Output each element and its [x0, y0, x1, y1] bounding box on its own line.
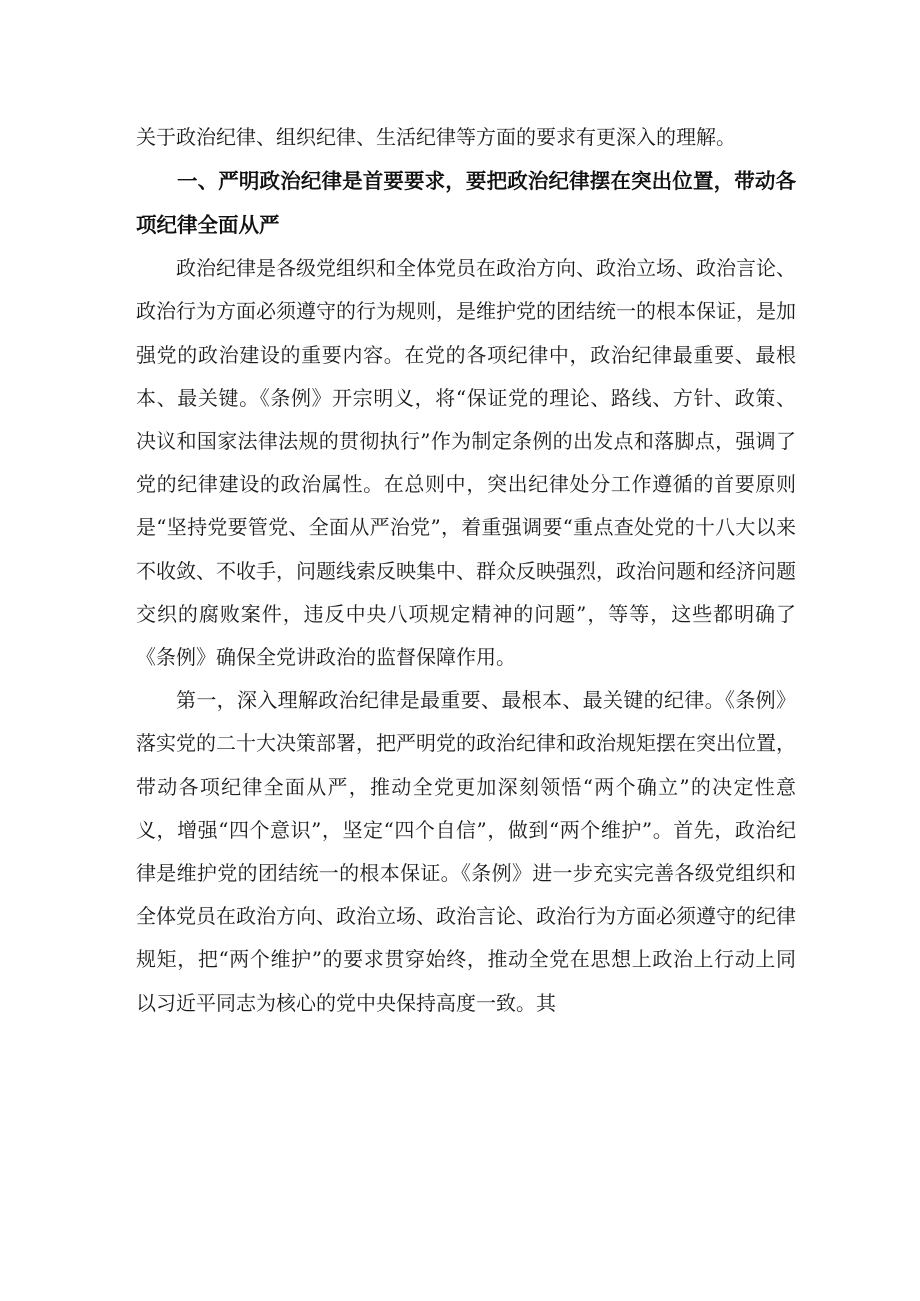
section-heading: 一、严明政治纪律是首要要求，要把政治纪律摆在突出位置，带动各项纪律全面从严 — [136, 169, 796, 238]
paragraph-intro-continuation: 关于政治纪律、组织纪律、生活纪律等方面的要求有更深入的理解。 — [136, 125, 736, 149]
paragraph-first-point: 第一，深入理解政治纪律是最重要、最根本、最关键的纪律。《条例》落实党的二十大决策部署，把严明党的政治纪律和政治规矩摆在突出位置，带动各项纪律全面从严，推动全党更加深刻领悟“两个确立”的决定性意义，增强“四个意识”，坚定“四个自信”，做到“两个维护”。首先，政治纪律是维护党的团结统一的根本保证。《条例》进一步充实完善各级党组织和全体党员在政治方向、政治立场、政治言论、政治行为方面必须遵守的纪律规矩，把“两个维护”的要求贯穿始终，推动全党在思想上政治上行动上同以习近平同志为核心的党中央保持高度一致。其 — [136, 688, 796, 1015]
document-page — [136, 116, 796, 1025]
paragraph-political-discipline: 政治纪律是各级党组织和全体党员在政治方向、政治立场、政治言论、政治行为方面必须遵守的行为规则，是维护党的团结统一的根本保证，是加强党的政治建设的重要内容。在党的各项纪律中，政治纪律最重要、最根本、最关键。《条例》开宗明义，将“保证党的理论、路线、方针、政策、决议和国家法律法规的贯彻执行”作为制定条例的出发点和落脚点，强调了党的纪律建设的政治属性。在总则中，突出纪律处分工作遵循的首要原则是“坚持党要管党、全面从严治党”，着重强调要“重点查处党的十八大以来不收敛、不收手，问题线索反映集中、群众反映强烈，政治问题和经济问题交织的腐败案件，违反中央八项规定精神的问题”，等等，这些都明确了《条例》确保全党讲政治的监督保障作用。 — [136, 256, 796, 670]
